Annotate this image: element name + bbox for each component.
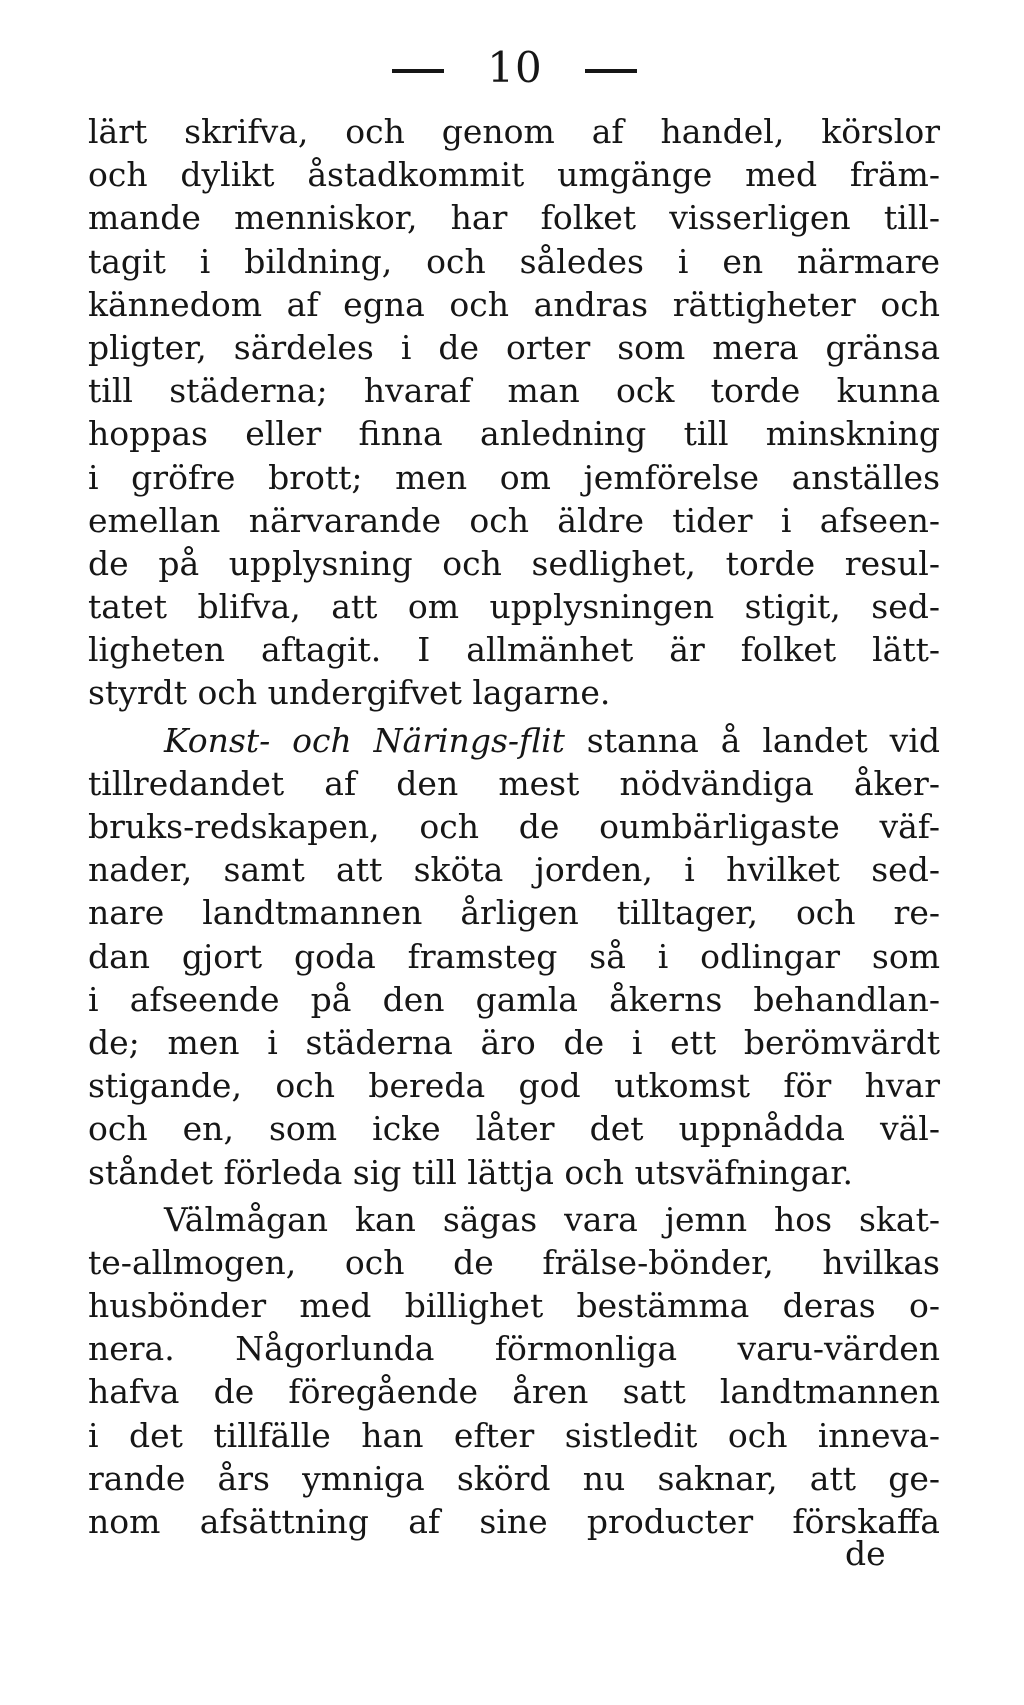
paragraph-3 <box>88 1198 940 1544</box>
text-line: nader, samt att sköta jorden, i hvilket sed- <box>88 850 940 890</box>
text-line: hoppas eller finna anledning till minskning <box>88 414 940 454</box>
text-line: bruks-redskapen, och de oumbärligaste väf- <box>88 807 940 846</box>
text-line: emellan närvarande och äldre tider i afseen- <box>88 500 940 540</box>
paragraph-1 <box>88 110 940 715</box>
text-line: lärt skrifva, och genom af handel, körslor <box>88 112 940 151</box>
text-line: i gröfre brott; men om jemförelse anställes <box>88 457 940 497</box>
text-line: stigande, och bereda god utkomst för hvar <box>88 1066 940 1106</box>
text-line: nera. Någorlunda förmonliga varu-värden <box>88 1329 940 1369</box>
text-line: mande menniskor, har folket visserligen till- <box>88 198 940 238</box>
text-line: i afseende på den gamla åkerns behandlan- <box>88 979 940 1019</box>
text-line: tatet blifva, att om upplysningen stigit, sed- <box>88 587 940 627</box>
header-left-dash <box>392 69 444 73</box>
text-line: husbönder med billighet bestämma deras o- <box>88 1286 940 1326</box>
header-right-dash <box>585 69 637 73</box>
text-line: de på upplysning och sedlighet, torde resul- <box>88 543 940 583</box>
text-line: kännedom af egna och andras rättigheter och <box>88 284 940 324</box>
body-text <box>88 110 940 1543</box>
paragraph-2 <box>88 719 940 1194</box>
text-line: nare landtmannen årligen tilltager, och re- <box>88 893 940 933</box>
text-line-first <box>88 719 940 762</box>
page-header <box>0 38 1024 98</box>
text-line: och en, som icke låter det uppnådda väl- <box>88 1109 940 1149</box>
italic-heading: Konst- och Närings-flit <box>164 720 565 760</box>
text-line: i det tillfälle han efter sistledit och innevа- <box>88 1415 940 1455</box>
text-line: tillredandet af den mest nödvändiga åker- <box>88 763 940 803</box>
text-line: ligheten aftagit. I allmänhet är folket lätt- <box>88 630 940 670</box>
text-line: ståndet förleda sig till lättja och utsväfningar. <box>88 1152 853 1192</box>
text-line: pligter, särdeles i de orter som mera gränsa <box>88 327 940 367</box>
text-line: de; men i städerna äro de i ett berömvärdt <box>88 1022 940 1062</box>
text-line: styrdt och undergifvet lagarne. <box>88 673 611 713</box>
text-line: Välmågan kan sägas vara jemn hos skat- <box>164 1199 940 1239</box>
text-line: nom afsättning af sine producter förskaffa <box>88 1502 940 1541</box>
text-line: dan gjort goda framsteg så i odlingar som <box>88 936 940 976</box>
first-line-rest: stanna å landet vid <box>564 720 940 760</box>
text-line: till städerna; hvaraf man ock torde kunna <box>88 371 940 411</box>
text-line: tagit i bildning, och således i en närmare <box>88 241 940 281</box>
page-number: 10 <box>487 43 543 92</box>
text-line: hafva de föregående åren satt landtmannen <box>88 1372 940 1412</box>
text-line: och dylikt åstadkommit umgänge med främ- <box>88 155 940 195</box>
text-line: te-allmogen, och de frälse-bönder, hvilkas <box>88 1242 940 1282</box>
catchword: de <box>845 1534 886 1573</box>
text-line: rande års ymniga skörd nu saknar, att ge- <box>88 1458 940 1498</box>
